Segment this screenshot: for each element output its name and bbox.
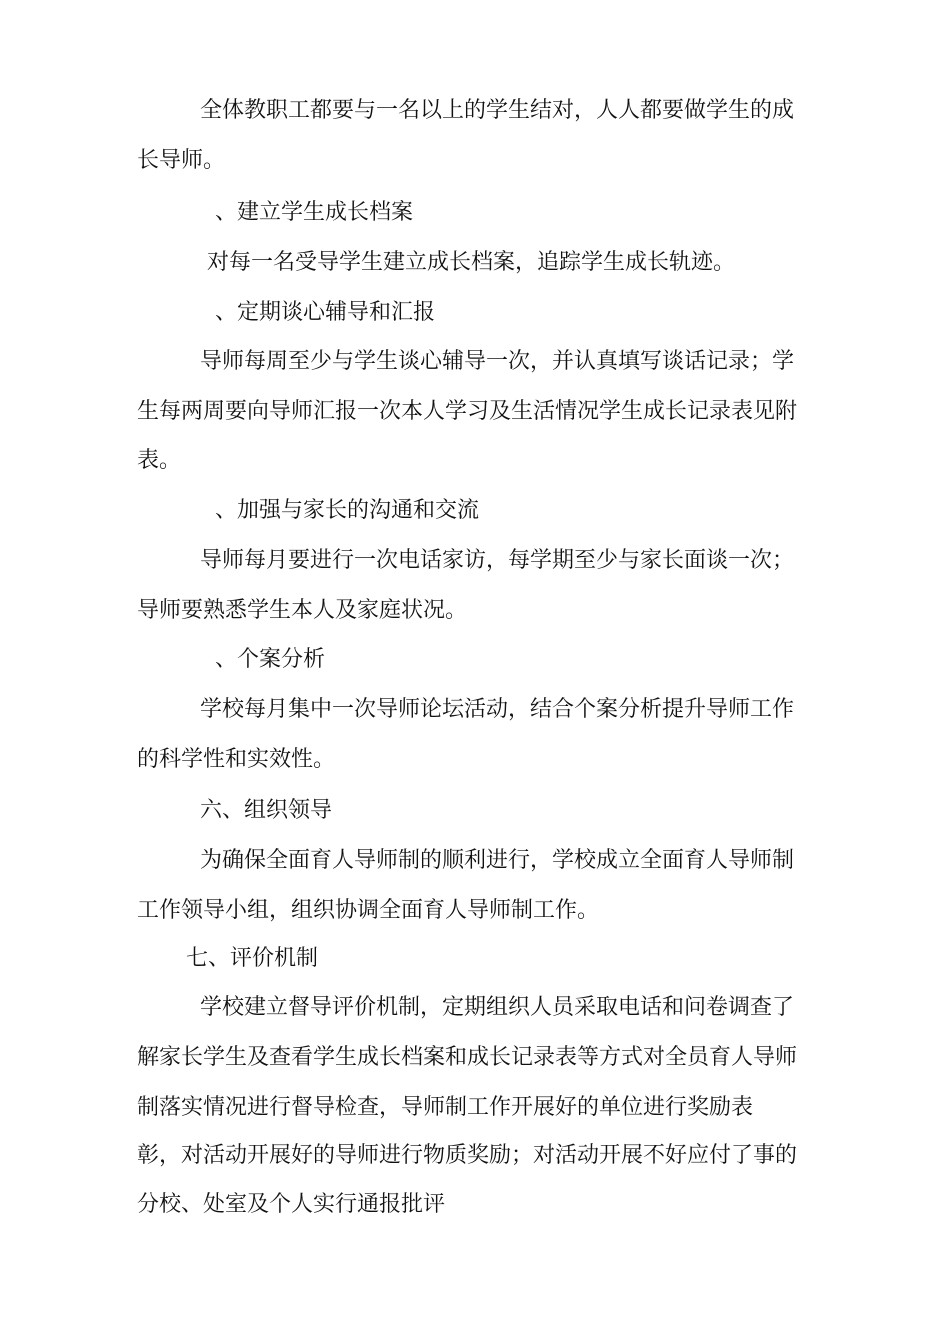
text-line: 学校每月集中一次导师论坛活动，结合个案分析提升导师工作 [200,697,795,722]
text-line: 对每一名受导学生建立成长档案，追踪学生成长轨迹。 [207,250,736,275]
text-line: 制落实情况进行督导检查，导师制工作开展好的单位进行奖励表 [137,1095,754,1120]
text-line: 工作领导小组，组织协调全面育人导师制工作。 [137,898,600,923]
text-line: 生每两周要向导师汇报一次本人学习及生活情况学生成长记录表见附 [137,399,798,424]
text-line: 导师要熟悉学生本人及家庭状况。 [137,598,468,623]
text-line: 表。 [137,448,182,473]
text-line: 分校、处室及个人实行通报批评 [137,1192,446,1217]
section-heading: 、定期谈心辅导和汇报 [215,300,436,325]
text-line: 的科学性和实效性。 [137,747,336,772]
text-line: 解家长学生及查看学生成长档案和成长记录表等方式对全员育人导师 [137,1045,798,1070]
text-line: 彰，对活动开展好的导师进行物质奖励；对活动开展不好应付了事的 [137,1143,798,1168]
text-line: 为确保全面育人导师制的顺利进行，学校成立全面育人导师制 [200,848,795,873]
section-heading: 七、评价机制 [186,946,319,971]
text-line: 导师每周至少与学生谈心辅导一次，并认真填写谈话记录；学 [200,349,795,374]
text-line: 全体教职工都要与一名以上的学生结对，人人都要做学生的成 [200,98,795,123]
section-heading: 、加强与家长的沟通和交流 [215,498,480,523]
section-heading: 六、组织领导 [200,798,333,823]
section-heading: 、个案分析 [215,647,326,672]
section-heading: 、建立学生成长档案 [215,200,414,225]
text-line: 导师每月要进行一次电话家访，每学期至少与家长面谈一次； [200,548,795,573]
text-line: 学校建立督导评价机制，定期组织人员采取电话和问卷调查了 [200,995,795,1020]
text-line: 长导师。 [137,148,226,173]
